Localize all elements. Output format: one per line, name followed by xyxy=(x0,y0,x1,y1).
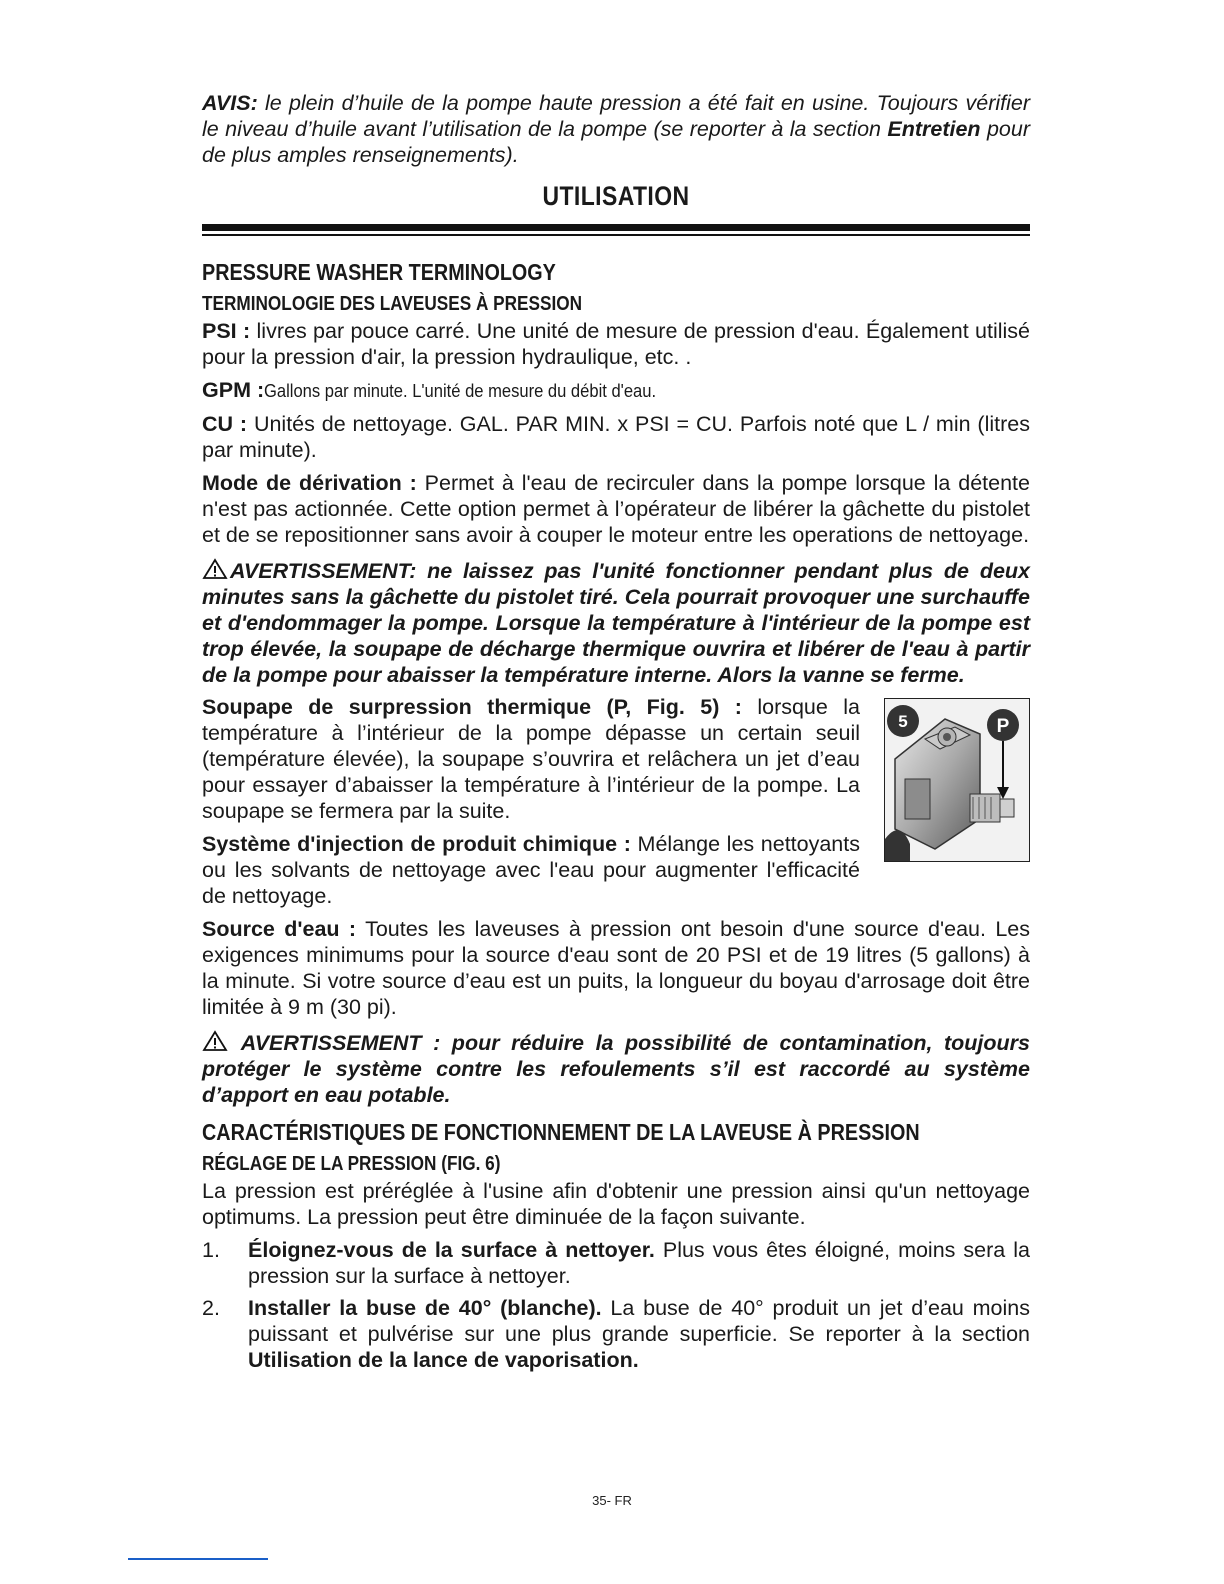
list-item xyxy=(202,1237,1030,1289)
term-water-source xyxy=(202,916,1030,1020)
warning-text: AVERTISSEMENT: ne laissez pas l'unité fonctionner pendant plus de deux minutes sans la gâchette du pistolet tiré. Cela pourrait provoquer une surchauffe et d'endommager la pompe. Lorsque la température à l'intérieur de la pompe est trop élevée, la soupape de décharge thermique ouvrira et libérer de l'eau à partir de la pompe pour abaisser la température interne. Alors la vanne se ferme. xyxy=(202,559,1030,687)
terminology-heading: PRESSURE WASHER TERMINOLOGY xyxy=(202,259,556,285)
warning-overheat xyxy=(202,558,1030,688)
features-heading: CARACTÉRISTIQUES DE FONCTIONNEMENT DE LA LAVEUSE À PRESSION xyxy=(202,1119,920,1145)
warning-text: AVERTISSEMENT : pour réduire la possibilité de contamination, toujours protéger le système contre les refoulements s’il est raccordé au système d’apport en eau potable. xyxy=(202,1031,1030,1107)
term-label: Source d'eau : xyxy=(202,917,357,941)
term-label: CU : xyxy=(202,412,248,436)
term-label: GPM : xyxy=(202,378,265,402)
term-label: Soupape de surpression thermique (P, Fig. 5) : xyxy=(202,695,742,719)
term-label: Système d'injection de produit chimique : xyxy=(202,832,631,856)
footer-link-line[interactable] xyxy=(128,1558,268,1560)
term-chemical xyxy=(202,831,860,909)
list-text: Plus vous êtes éloigné, moins sera la pression sur la surface à nettoyer. xyxy=(248,1238,1030,1288)
term-definition: Permet à l'eau de recirculer dans la pompe lorsque la détente n'est pas actionnée. Cette option permet à l’opérateur de libérer la gâchette du pistolet et de se repositionner sans avoir à couper le moteur entre les operations de nettoyage. xyxy=(202,471,1030,547)
thermal-valve-block xyxy=(202,694,1030,909)
list-body xyxy=(248,1295,1030,1373)
term-gpm xyxy=(202,377,1030,404)
divider-thin xyxy=(202,234,1030,236)
term-label: PSI : xyxy=(202,319,251,343)
thermal-valve-text xyxy=(202,694,860,909)
list-strong: Éloignez-vous de la surface à nettoyer. xyxy=(248,1238,655,1262)
notice-label: AVIS: xyxy=(202,91,258,115)
figure-number: 5 xyxy=(898,712,908,731)
section-title: UTILISATION xyxy=(542,181,690,211)
page-content xyxy=(202,90,1030,1379)
features-intro: La pression est préréglée à l'usine afin d'obtenir une pression ainsi qu'un nettoyage optimums. La pression peut être diminuée de la façon suivante. xyxy=(202,1179,1030,1229)
list-strong: Installer la buse de 40° (blanche). xyxy=(248,1296,602,1320)
term-psi xyxy=(202,318,1030,370)
term-definition: Unités de nettoyage. GAL. PAR MIN. x PSI = CU. Parfois noté que L / min (litres par minute). xyxy=(202,412,1030,462)
features-subheading: RÉGLAGE DE LA PRESSION (FIG. 6) xyxy=(202,1153,501,1175)
notice-text-1: le plein d’huile de la pompe haute pression a été fait en usine. Toujours vérifier le niveau d’huile avant l’utilisation de la pompe (se reporter à la section xyxy=(202,91,1030,141)
term-definition: livres par pouce carré. Une unité de mesure de pression d'eau. Également utilisé pour la pression d'air, la pression hydraulique, etc. . xyxy=(202,319,1030,369)
pump-illustration xyxy=(885,699,1029,861)
term-definition: Gallons par minute. L'unité de mesure du débit d'eau. xyxy=(264,381,657,401)
list-number: 2. xyxy=(202,1296,220,1320)
warning-triangle-icon xyxy=(202,1030,228,1052)
notice-strong: Entretien xyxy=(887,117,981,141)
term-definition: Toutes les laveuses à pression ont besoin d'une source d'eau. Les exigences minimums pour la source d'eau sont de 20 PSI et de 19 litres (5 gallons) à la minute. Si votre source d’eau est un puits, la longueur du boyau d'arrosage doit être limitée à 9 m (30 pi). xyxy=(202,917,1030,1019)
term-bypass xyxy=(202,470,1030,548)
term-definition: lorsque la température à l’intérieur de la pompe dépasse un certain seuil (température élevée), la soupape s’ouvrira et relâchera un jet d’eau pour essayer d’abaisser la température à l’intérieur de la pompe. La soupape se fermera par la suite. xyxy=(202,695,860,823)
term-definition: Mélange les nettoyants ou les solvants de nettoyage avec l'eau pour augmenter l'efficacité de nettoyage. xyxy=(202,832,860,908)
list-item xyxy=(202,1295,1030,1373)
terminology-subheading: TERMINOLOGIE DES LAVEUSES À PRESSION xyxy=(202,293,583,315)
term-cu xyxy=(202,411,1030,463)
term-label: Mode de dérivation : xyxy=(202,471,417,495)
list-strong-2: Utilisation de la lance de vaporisation. xyxy=(248,1348,639,1372)
page-number: 35- FR xyxy=(592,1493,632,1508)
warning-contamination xyxy=(202,1030,1030,1108)
divider-thick xyxy=(202,224,1030,231)
list-text: La buse de 40° produit un jet d’eau moins puissant et pulvérise sur une plus grande superficie. Se reporter à la section xyxy=(248,1296,1030,1346)
notice-text-2: pour de plus amples renseignements). xyxy=(202,117,1030,167)
callout-letter: P xyxy=(996,716,1010,737)
list-body xyxy=(248,1237,1030,1289)
list-number: 1. xyxy=(202,1238,220,1262)
term-thermal-valve xyxy=(202,694,860,824)
notice-paragraph xyxy=(202,90,1030,168)
warning-triangle-icon xyxy=(202,558,228,580)
figure-5-pump xyxy=(884,698,1030,862)
